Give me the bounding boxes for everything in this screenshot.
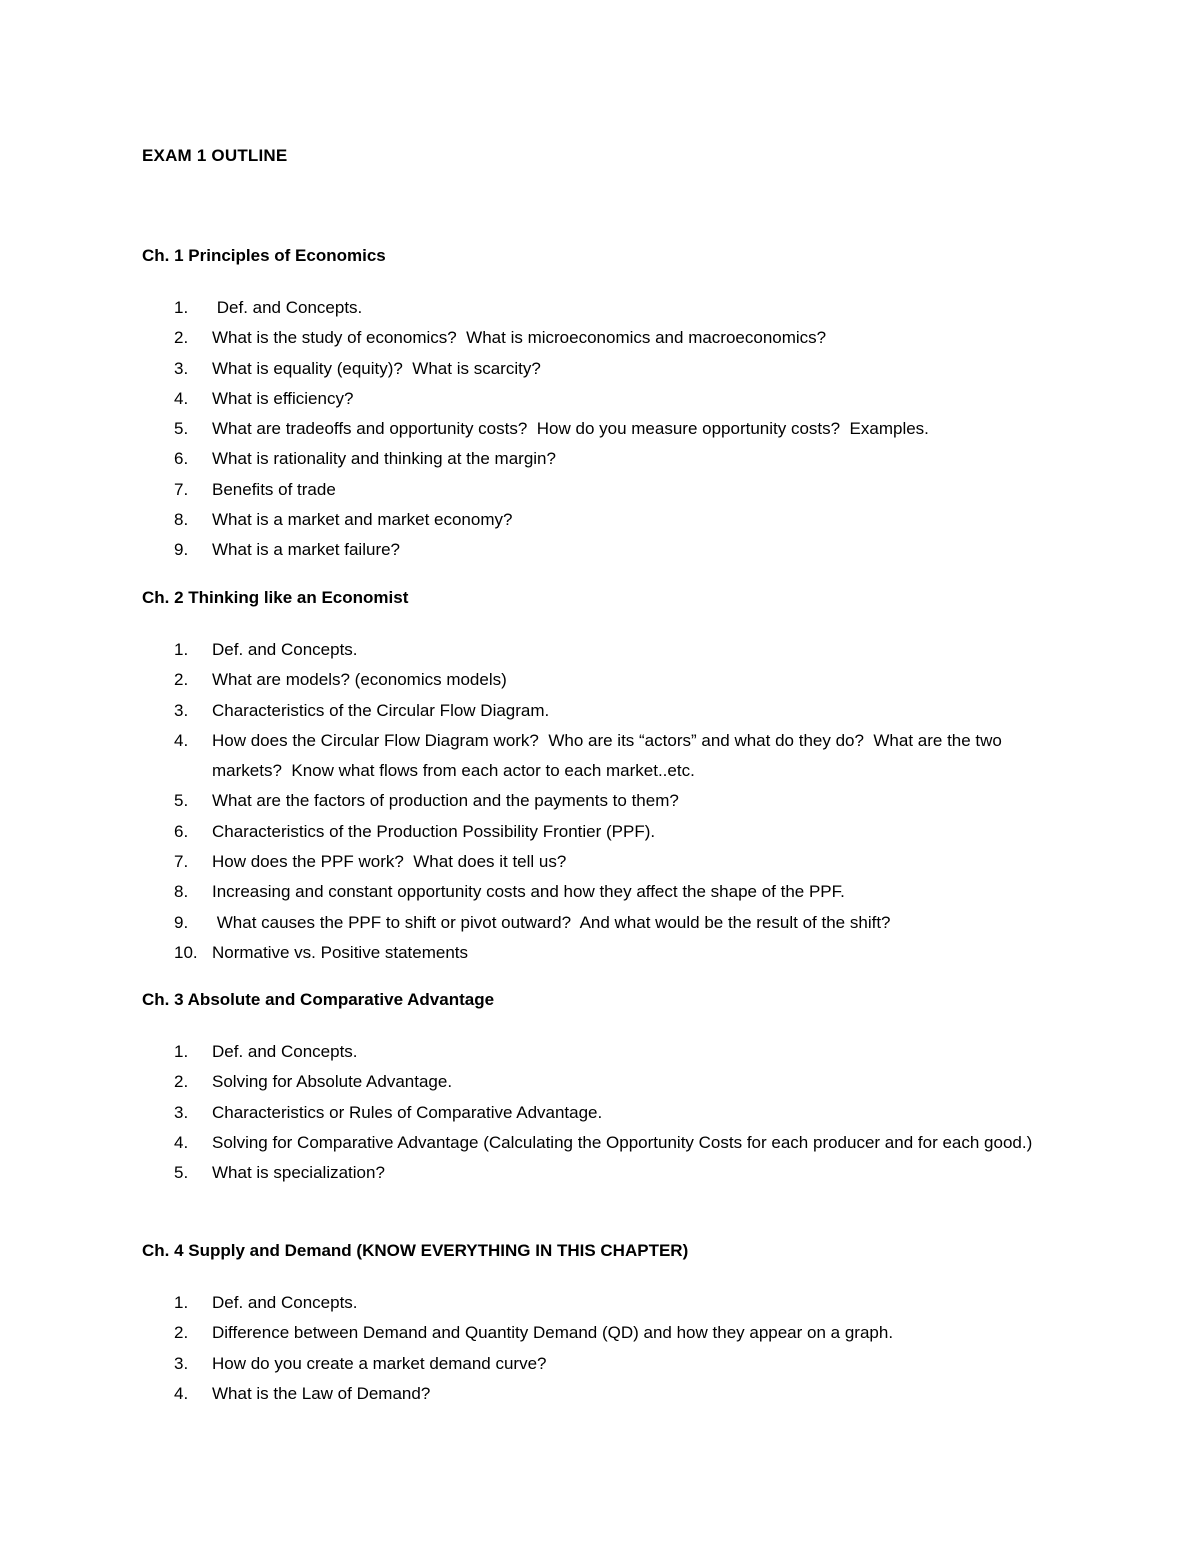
list-item-number: 7.	[174, 852, 189, 872]
list-item-text: Difference between Demand and Quantity Demand (QD) and how they appear on a graph.	[212, 1323, 894, 1343]
list-item-text: What are the factors of production and the payments to them?	[212, 791, 679, 811]
outline-list	[0, 1037, 1200, 1188]
list-item-text: What is equality (equity)? What is scarcity?	[212, 358, 541, 378]
list-item-text: What are tradeoffs and opportunity costs? How do you measure opportunity costs? Examples.	[212, 419, 929, 439]
list-item	[0, 1037, 1200, 1067]
list-item	[0, 696, 1200, 726]
list-item-text: Increasing and constant opportunity costs and how they affect the shape of the PPF.	[212, 882, 845, 902]
list-item	[0, 938, 1200, 968]
list-item	[0, 1098, 1200, 1128]
list-item	[0, 1067, 1200, 1097]
list-item	[0, 535, 1200, 565]
list-item-number: 6.	[174, 821, 189, 841]
list-item	[0, 908, 1200, 938]
list-item-text: How does the Circular Flow Diagram work? Who are its “actors” and what do they do? What are the two markets? Know what flows from each actor to each market..etc.	[212, 730, 1007, 781]
list-item-text: Solving for Absolute Advantage.	[212, 1072, 453, 1092]
list-item-text: What are models? (economics models)	[212, 670, 507, 690]
list-item-number: 3.	[174, 1353, 189, 1373]
list-item-number: 2.	[174, 670, 189, 690]
list-item	[0, 475, 1200, 505]
list-item-text: Characteristics of the Production Possibility Frontier (PPF).	[212, 821, 656, 841]
list-item-text: What is the study of economics? What is microeconomics and macroeconomics?	[212, 328, 827, 348]
list-item-number: 8.	[174, 510, 189, 530]
list-item-text: Normative vs. Positive statements	[212, 942, 469, 962]
list-item	[0, 817, 1200, 847]
outline-list	[0, 635, 1200, 968]
chapter-heading: Ch. 2 Thinking like an Economist	[142, 588, 409, 607]
list-item-number: 1.	[174, 1293, 189, 1312]
document-title: EXAM 1 OUTLINE	[142, 146, 288, 165]
list-item-text: Def. and Concepts.	[212, 1293, 358, 1312]
list-item	[0, 444, 1200, 474]
list-item-number: 3.	[174, 358, 189, 378]
list-item	[0, 877, 1200, 907]
list-item-number: 1.	[174, 640, 189, 659]
list-item	[0, 1318, 1200, 1348]
list-item-text: What is specialization?	[212, 1163, 385, 1183]
list-item	[0, 323, 1200, 353]
list-item-number: 9.	[174, 540, 189, 560]
list-item-text: What is efficiency?	[212, 388, 354, 408]
outline-list	[0, 293, 1200, 566]
list-item	[0, 1128, 1200, 1158]
list-item-text: What is rationality and thinking at the margin?	[212, 449, 556, 469]
list-item-number: 2.	[174, 1072, 189, 1092]
list-item-text: Benefits of trade	[212, 479, 336, 499]
chapter-heading: Ch. 1 Principles of Economics	[142, 246, 386, 265]
list-item-number: 3.	[174, 1102, 189, 1122]
list-item-text: Def. and Concepts.	[212, 640, 358, 659]
list-item	[0, 1158, 1200, 1188]
list-item	[0, 635, 1200, 665]
list-item	[0, 384, 1200, 414]
list-item-number: 5.	[174, 791, 189, 811]
list-item	[0, 505, 1200, 535]
list-item-number: 8.	[174, 882, 189, 902]
list-item-text: What is a market failure?	[212, 540, 401, 560]
list-item-number: 5.	[174, 419, 189, 439]
list-item	[0, 726, 1200, 787]
list-item-text: What causes the PPF to shift or pivot outward? And what would be the result of the shift?	[212, 912, 891, 932]
list-item-text: Characteristics or Rules of Comparative Advantage.	[212, 1102, 603, 1122]
list-item	[0, 1288, 1200, 1318]
list-item-text: What is a market and market economy?	[212, 510, 513, 530]
list-item-number: 2.	[174, 328, 189, 348]
list-item	[0, 847, 1200, 877]
list-item-number: 7.	[174, 479, 189, 499]
outline-list	[0, 1288, 1200, 1409]
list-item-text: Characteristics of the Circular Flow Diagram.	[212, 700, 550, 720]
list-item-number: 4.	[174, 388, 189, 408]
list-item-text: Def. and Concepts.	[212, 298, 363, 317]
list-item	[0, 1379, 1200, 1409]
chapter-heading: Ch. 3 Absolute and Comparative Advantage	[142, 990, 495, 1009]
list-item	[0, 414, 1200, 444]
list-item-number: 1.	[174, 298, 189, 317]
list-item	[0, 786, 1200, 816]
list-item-number: 4.	[174, 1132, 189, 1152]
list-item-number: 10.	[174, 942, 198, 962]
list-item-number: 6.	[174, 449, 189, 469]
list-item	[0, 354, 1200, 384]
list-item	[0, 293, 1200, 323]
list-item-text: How does the PPF work? What does it tell us?	[212, 852, 567, 872]
list-item-text: Solving for Comparative Advantage (Calculating the Opportunity Costs for each producer and for each good.)	[212, 1132, 1033, 1152]
list-item-number: 2.	[174, 1323, 189, 1343]
list-item	[0, 665, 1200, 695]
list-item-number: 4.	[174, 1383, 189, 1403]
list-item-number: 1.	[174, 1042, 189, 1061]
list-item-text: How do you create a market demand curve?	[212, 1353, 547, 1373]
list-item	[0, 1349, 1200, 1379]
list-item-number: 3.	[174, 700, 189, 720]
chapter-heading: Ch. 4 Supply and Demand (KNOW EVERYTHING IN THIS CHAPTER)	[142, 1241, 689, 1260]
list-item-text: What is the Law of Demand?	[212, 1383, 431, 1403]
list-item-number: 9.	[174, 912, 189, 932]
list-item-number: 4.	[174, 730, 189, 750]
list-item-number: 5.	[174, 1163, 189, 1183]
list-item-text: Def. and Concepts.	[212, 1042, 358, 1061]
